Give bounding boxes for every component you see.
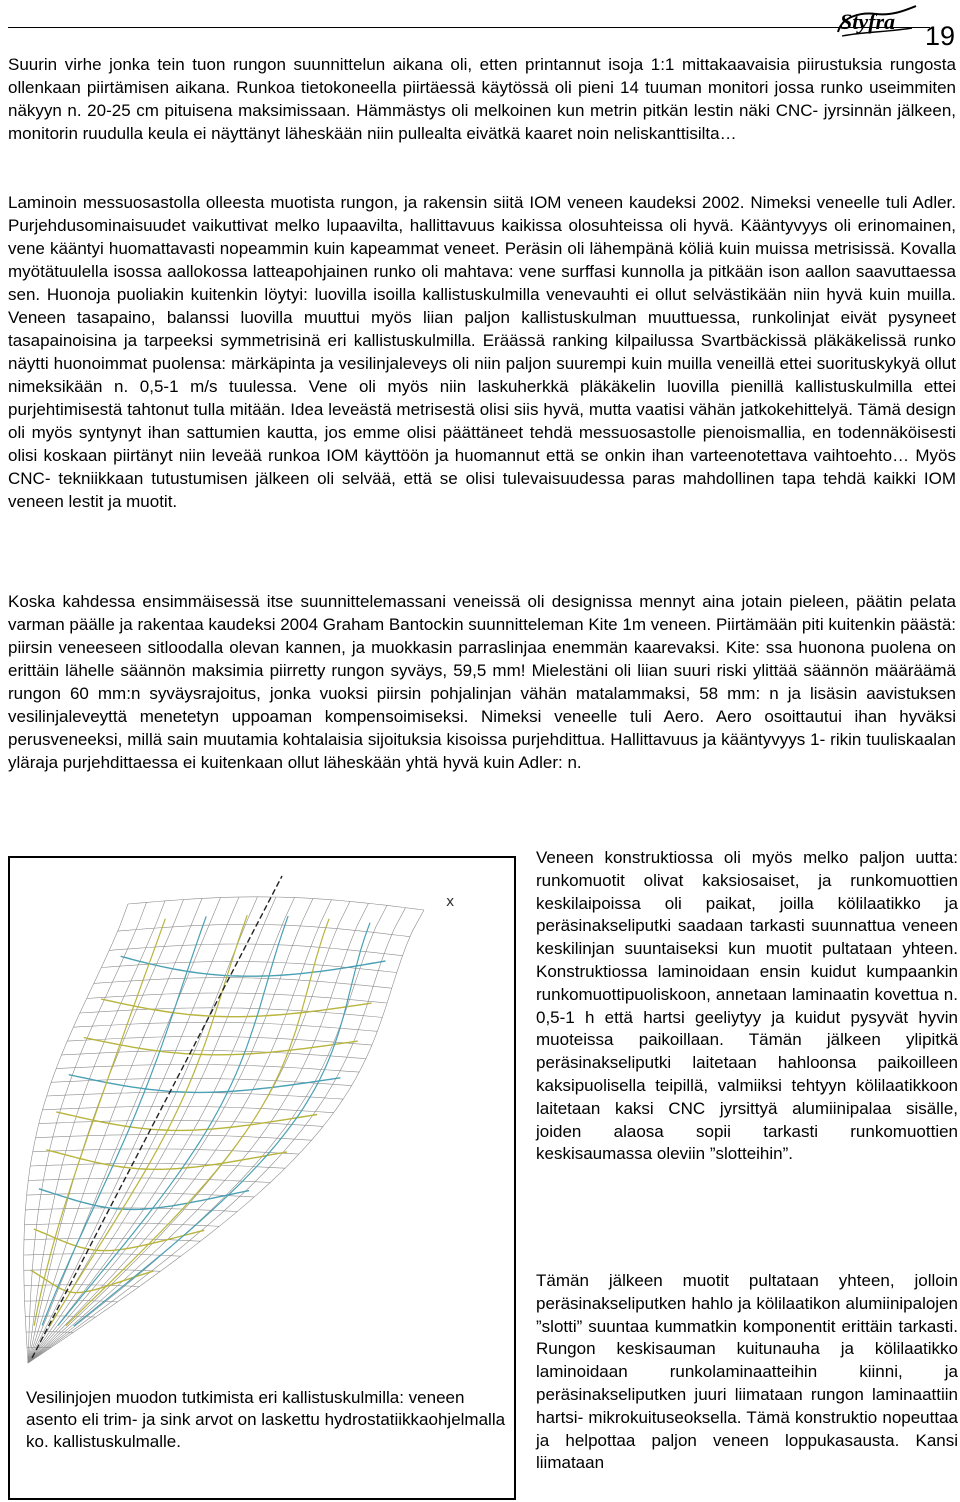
side-paragraph-2: Tämän jälkeen muotit pultataan yhteen, jolloin peräsinakseliputken hahlo ja kölilaatikon alumiinipalojen ”slotti” suuntaa kummatkin komponentit erittäin tarkasti. Rungon keskisauman kuitunauha ja kölilaatikko laminoidaan runkolaminaatteihin kiinni, ja peräsinakseliputken juuri liimataan rungon laminaattiin hartsi- mikrokuituseoksella. Tämä konstruktio nopeuttaa ja helpottaa paljon veneen loppukasausta. Kansi liimataan <box>536 1271 958 1473</box>
waterline <box>84 1038 358 1055</box>
styfra-logo <box>832 2 920 44</box>
side-paragraph-1: Veneen konstruktiossa oli myös melko paljon uutta: runkomuotit olivat kaksiosaiset, ja runkomuottien keskilaipoissa oli paikat, joilla kölilaatikko ja peräsinakseliputki saadaan tarkasti suunnattua veneen keskilinjan suuntaiseksi kun muotit pultataan yhteen. Konstruktiossa laminoidaan ensin kuidut kumpaankin runkomuottipuoliskoon, annetaan laminaatin kovettua n. 0,5-1 h että hartsi geeliytyy ja kuidut pysyvät hyvin muoteissa paikoillaan. Tämän jälkeen ylipitkä peräsinakseliputki laitetaan hahloonsa paikoilleen kaksipuolisella teipillä, valmiiksi tehtyyn kölilaatikkoon laitetaan kaksi CNC jyrsittyä alumiinipalaa sisälle, joiden alaosa sopii tarkasti runkomuottien keskisaumassa oleviin ”slotteihin”. <box>536 848 958 1164</box>
page-number: 19 <box>925 21 956 51</box>
hull-waterline-figure <box>8 856 516 1500</box>
axis-marker: x <box>446 894 455 910</box>
mesh-line <box>87 993 387 1003</box>
mesh-line <box>28 1178 270 1182</box>
figure-caption: Vesilinjojen muodon tutkimista eri kallistuskulmilla: veneen asento eli trim- ja sink arvot on laskettu hydrostatiikkaohjelmalla ko. kallistuskulmalle. <box>26 1387 512 1453</box>
mesh-line <box>39 1120 323 1126</box>
mesh-line <box>56 1064 359 1072</box>
body-paragraph-1: Suurin virhe jonka tein tuon rungon suunnittelun aikana oli, etten printannut isoja 1:1 mittakaavaisia piirustuksia rungosta ollenkaan piirtämisen aikana. Runkoa tietokoneella piirtäessä käytössä oli pieni 14 tuuman monitori jossa runko useimmiten näkyyn n. 20-25 cm pituisena maksimissaan. Hämmästys oli melkoinen kun metrin pitkän lestin näki CNC- jyrsinnän jälkeen, monitorin ruudulla keula ei näyttänyt läheskään niin pullealta eivätkä kaaret noin neliskanttisilta… <box>8 55 956 143</box>
hull-centerline <box>32 876 282 1358</box>
mesh-line <box>94 978 392 989</box>
waterline <box>121 956 386 976</box>
mesh-line <box>36 1135 312 1141</box>
mesh-line <box>30 1163 285 1168</box>
centerline <box>32 876 282 1358</box>
waterline <box>69 1075 341 1093</box>
mesh-line <box>33 1149 299 1154</box>
body-paragraph-3: Koska kahdessa ensimmäisessä itse suunnittelemassani veneissä oli designissa mennyt aina jotain pieleen, päätin pelata varman päälle ja rakentaa kaudeksi 2004 Graham Bantockin suunnitteleman Kite 1m veneen. Piirtämään piti kuitenkin päästä: piirsin veneeseen sitloodalla olevan kannen, ja muokkasin parraslinjaa enemmän kaarevaksi. Kite: ssa huonona puolena on erittäin lähelle säännön maksimia piirretty rungon syväys, 59,5 mm! Mielestäni oli liian suuri riski ylittää säännön määräämä rungon 60 mm:n syväysrajoitus, jonka vuoksi piirsin pohjalinjan vähän matalammaksi, 58 mm: n ja lisäsin aavistuksen vesilinjaleveyttä menetetyn uppoaman kompensoimiseksi. Nimeksi veneelle tuli Aero. Aero osoittautui ihan hyväksi perusveneeksi, millä sain muutamia kohtalaisia sijoituksia kisoissa purjehdittua. Hallittavuus ja kääntyvyys 1- rikin tuuliskaalan yläraja purjehdittaessa ei kuitenkaan ollut läheskään yhtä hyvä kuin Adler: n. <box>8 592 956 772</box>
mesh-line <box>28 900 184 1363</box>
waterline <box>39 1189 249 1210</box>
header-rule <box>8 27 930 28</box>
mesh-line <box>73 1022 377 1031</box>
mesh-line <box>28 901 350 1363</box>
body-paragraph-2: Laminoin messuosastolla olleesta muotista rungon, ja rakensin siitä IOM veneen kaudeksi 2002. Nimeksi veneelle tuli Adler. Purjehdusominaisuudet vaikuttivat melko lupaavilta, hallittavuus kaikissa olosuhteissa oli hyvä. Kääntyvyys oli erinomainen, vene kääntyi huomattavasti nopeammin kuin kapeammat veneet. Peräsin oli lähempänä köliä kuin muissa metrisissä. Kovalla myötätuulella isossa aallokossa latteapohjainen runko oli mahtava: vene surffasi kunnolla ja pitkään ison aallon saavuttaessa sen. Huonoja puoliakin kuitenkin löytyi: luovilla isoilla kallistuskulmilla venevauhti ei ollut selvästikään niin hyvä kuin muilla. Veneen tasapaino, balanssi luovilla muuttui myös liian paljon kallistuskulman muuttuessa, runkolinjat eivät pysyneet tasapainoisina ja tarpeeksi symmetrisinä eri kallistuskulmilla. Eräässä ranking kilpailussa Svartbäckissä pläkäkelissä runko näytti huonoimmat puolensa: märkäpinta ja vesilinjaleveys oli niin paljon suurempi kuin muilla veneillä ettei suorituskykyä ollut nimeksikään n. 0,5-1 m/s tuulessa. Vene oli myös niin laskuherkkä pläkäkelin luovilla pienillä kallistuskulmilla ettei purjehtimisestä tahtonut tulla mitään. Idea leveästä metrisestä olisi siis hyvä, mutta vaatisi vähän jatkokehittelyä. Tämä design oli myös syntynyt ihan sattumien kautta, jos emme olisi päättäneet tehdä messuosastolle pienoismallia, en todennäköisesti olisi koskaan piirtänyt niin leveää runkoa IOM käyttöön ja huomannut että se onkin ihan varteenotettava vaihtoehto… Myös CNC- tekniikkaan tutustumisen jälkeen oli selvää, että se olisi tulevaisuudessa paras mahdollinen tapa tehdä kaikki IOM veneen lestit ja muotit. <box>8 193 956 511</box>
mesh-line <box>47 1092 343 1099</box>
mesh-line <box>80 1008 383 1018</box>
mesh-line <box>128 897 424 910</box>
mesh-line <box>28 897 258 1363</box>
logo-text: Styfra <box>840 9 895 34</box>
mesh-line <box>43 1106 334 1112</box>
mesh-line <box>109 944 402 956</box>
mesh-line <box>51 1078 351 1085</box>
mesh-line <box>28 901 165 1363</box>
